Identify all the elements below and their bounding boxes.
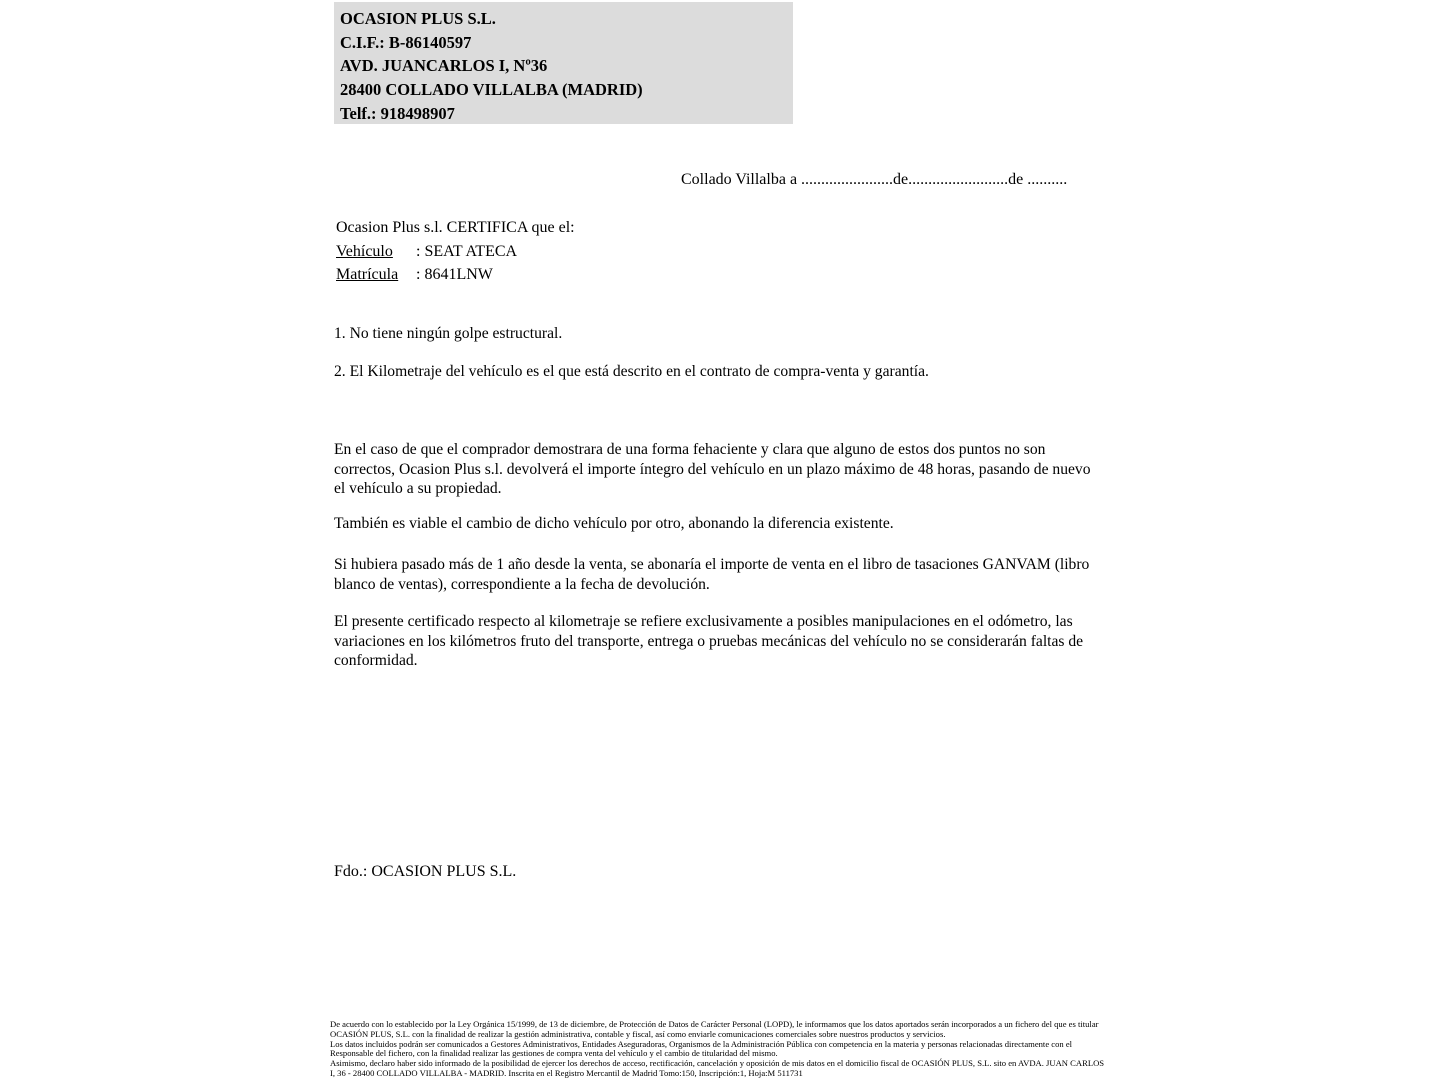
certification-intro: Ocasion Plus s.l. CERTIFICA que el:	[336, 219, 575, 236]
certified-point-2: 2. El Kilometraje del vehículo es el que está descrito en el contrato de compra-venta y garantía.	[334, 363, 929, 380]
company-cif: C.I.F.: B-86140597	[340, 32, 472, 52]
legal-fine-print	[330, 1020, 1106, 1079]
plate-field	[336, 263, 575, 287]
signature-line: Fdo.: OCASION PLUS S.L.	[334, 863, 517, 880]
plate-value: 8641LNW	[424, 266, 493, 283]
plate-separator: :	[416, 266, 421, 283]
vehicle-value: SEAT ATECA	[424, 242, 518, 260]
exchange-paragraph: También es viable el cambio de dicho vehículo por otro, abonando la diferencia existente.	[334, 515, 894, 532]
company-phone: Telf.: 918498907	[340, 103, 455, 123]
plate-label: Matrícula	[336, 266, 399, 283]
certification-block	[336, 216, 575, 287]
legal-paragraph-rights: Asimismo, declaro haber sido informado de la posibilidad de ejercer los derechos de acceso, rectificación, cancelación y oposición de mis datos en el domicilio fiscal de OCASIÓN PLUS, S.L. sito en AVDA. JUAN CARLOS I, 36 - 28400 COLLADO VILLALBA - MADRID. Inscrita en el Registro Mercantil de Madrid Tomo:150, Inscripción:1, Hoja:M 511731	[330, 1058, 1105, 1078]
legal-paragraph-lopd: De acuerdo con lo establecido por la Ley Orgánica 15/1999, de 13 de diciembre, de Protección de Datos de Carácter Personal (LOPD), le informamos que los datos aportados serán incorporados a un fichero del que es titular OCASIÓN PLUS, S.L. con la finalidad de realizar la gestión administrativa, contable y fiscal, así como enviarle comunicaciones comerciales sobre nuestros productos y servicios.	[330, 1019, 1099, 1039]
company-city: 28400 COLLADO VILLALBA (MADRID)	[340, 80, 643, 100]
company-address: AVD. JUANCARLOS I, Nº36	[340, 56, 548, 76]
refund-paragraph: En el caso de que el comprador demostrara de una forma fehaciente y clara que alguno de estos dos puntos no son correctos, Ocasion Plus s.l. devolverá el importe íntegro del vehículo en un plazo máximo de 48 horas, pasando de nuevo el vehículo a su propiedad.	[334, 441, 1091, 498]
vehicle-separator: :	[416, 242, 421, 260]
legal-paragraph-data-sharing: Los datos incluidos podrán ser comunicados a Gestores Administrativos, Entidades Aseguradoras, Organismos de la Administración Pública con competencia en la materia y personas relacionadas directamente con el Responsable del fichero, con la finalidad realizar las gestiones de compra venta del vehículo y el cambio de titularidad del mismo.	[330, 1038, 1073, 1059]
certified-point-1: 1. No tiene ningún golpe estructural.	[334, 325, 563, 342]
ganvam-paragraph: Si hubiera pasado más de 1 año desde la venta, se abonaría el importe de venta en el libro de tasaciones GANVAM (libro blanco de ventas), correspondiente a la fecha de devolución.	[334, 556, 1090, 593]
vehicle-field	[336, 240, 575, 264]
vehicle-label: Vehículo	[336, 242, 393, 260]
company-header-box	[334, 2, 793, 124]
odometer-paragraph: El presente certificado respecto al kilometraje se refiere exclusivamente a posibles manipulaciones en el odómetro, las variaciones en los kilómetros fruto del transporte, entrega o pruebas mecánicas del vehículo no se considerarán faltas de conformidad.	[334, 613, 1084, 670]
date-line: Collado Villalba a .......................de.........................de ..........	[681, 171, 1068, 188]
company-name: OCASION PLUS S.L.	[340, 9, 496, 28]
